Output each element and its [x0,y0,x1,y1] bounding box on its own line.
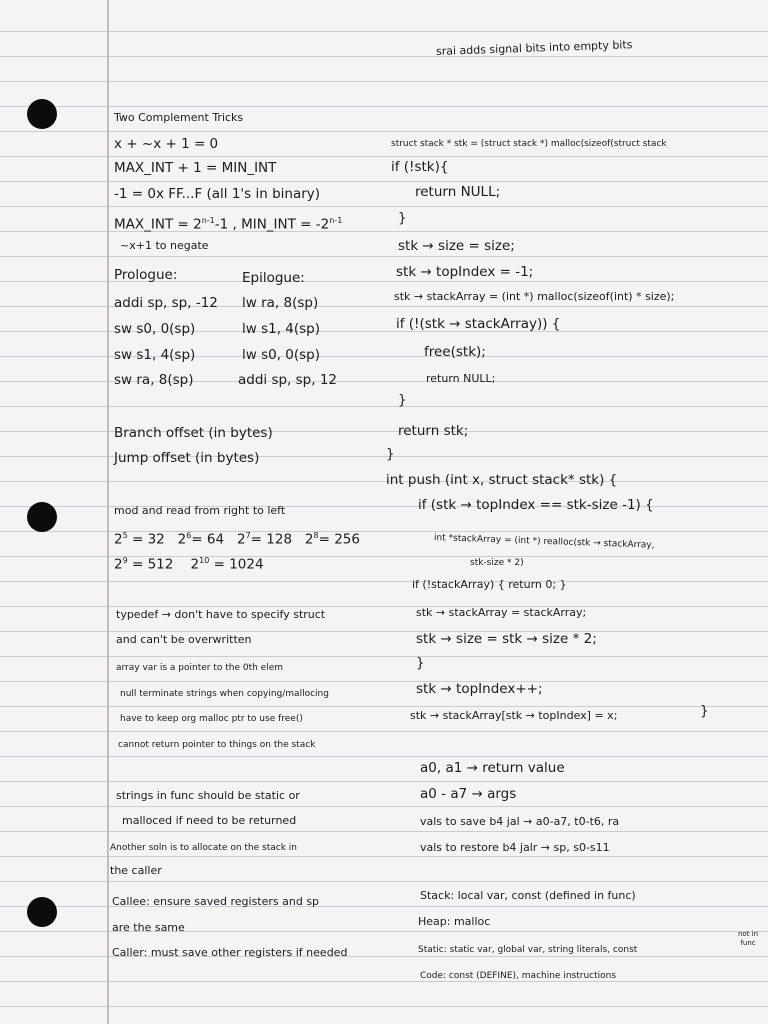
code-line: stk → topIndex = -1; [396,264,534,280]
epilogue-instr: addi sp, sp, 12 [238,372,338,388]
code-line: int push (int x, struct stack* stk) { [386,472,618,488]
register-note: vals to save b4 jal → a0-a7, t0-t6, ra [420,815,620,828]
power-base: 2 [114,531,123,548]
punch-hole-top [27,99,57,129]
code-line: free(stk); [424,344,486,360]
c-note: typedef → don't have to specify struct [116,608,326,621]
strings-note: Another soln is to allocate on the stack in [110,843,297,853]
annotation-line: func [740,939,756,947]
power-exp: 10 [199,556,210,565]
c-note: have to keep org malloc ptr to use free() [120,714,303,724]
power-base: 2 [177,531,187,548]
code-line: int *stackArray = (int *) realloc(stk → stackArray, [433,533,655,551]
min-int-exponent: n-1 [329,216,343,225]
power-value: = 64 [191,531,225,548]
annotation-line: not in [738,930,759,938]
power-base: 2 [304,531,314,548]
code-line: return NULL; [415,184,501,200]
code-line: if (!stk){ [391,159,449,175]
strings-note: the caller [110,864,162,877]
epilogue-instr: lw s0, 0(sp) [242,347,321,363]
memory-note: Stack: local var, const (defined in func) [420,889,636,902]
code-line: } [386,446,395,462]
twos-line: -1 = 0x FF...F (all 1's in binary) [114,186,321,202]
twos-complement-title: Two Complement Tricks [114,111,244,124]
twos-line: x + ~x + 1 = 0 [114,136,219,152]
twos-line: ~x+1 to negate [120,239,209,252]
strings-note: malloced if need to be returned [122,814,297,827]
code-line: if (stk → topIndex == stk-size -1) { [418,497,654,513]
code-line: stk → size = stk → size * 2; [416,631,597,647]
c-note: null terminate strings when copying/mallocing [120,689,329,699]
code-line: stk-size * 2) [470,558,524,568]
c-note: and can't be overwritten [116,633,252,646]
code-line: stk → topIndex++; [416,681,543,697]
power-exp: 7 [245,531,251,540]
code-line: stk → stackArray = stackArray; [416,606,587,619]
power-exp: 6 [186,531,192,540]
memory-note: Static: static var, global var, string literals, const [418,945,638,955]
register-note: a0 - a7 → args [420,786,517,802]
power-base: 2 [114,556,123,573]
power-exp: 9 [122,556,128,565]
power-base: 2 [190,556,200,573]
code-line: } [398,392,407,408]
jump-offset: Jump offset (in bytes) [114,450,260,466]
code-line: } [398,210,407,226]
max-min-int-line [114,213,342,233]
code-line: return NULL; [426,372,496,385]
punch-hole-bottom [27,897,57,927]
code-line: struct stack * stk = (struct stack *) malloc(sizeof(struct stack [391,139,667,149]
max-int-exponent: n-1 [201,216,215,225]
power-exp: 5 [122,531,128,540]
register-note: vals to restore b4 jalr → sp, s0-s11 [420,841,610,854]
code-line: stk → size = size; [398,238,515,254]
code-line: } [416,655,425,671]
power-value: = 128 [250,531,293,548]
power-value: = 512 [127,556,174,573]
epilogue-label: Epilogue: [242,270,305,286]
branch-offset: Branch offset (in bytes) [114,425,273,441]
margin-line [107,0,109,1024]
min-int-base: -1 , MIN_INT = -2 [214,216,330,233]
prologue-instr: sw s0, 0(sp) [114,321,196,337]
prologue-instr: sw s1, 4(sp) [114,347,196,363]
code-line: } [700,703,709,719]
powers-intro: mod and read from right to left [114,504,286,517]
callee-note: Callee: ensure saved registers and sp [112,895,320,908]
power-value: = 1024 [209,556,264,573]
c-note: cannot return pointer to things on the stack [118,740,316,750]
strings-note: strings in func should be static or [116,789,300,802]
prologue-label: Prologue: [114,267,178,283]
punch-hole-middle [27,502,57,532]
epilogue-instr: lw ra, 8(sp) [242,295,319,311]
power-exp: 8 [313,531,319,540]
callee-note: are the same [112,921,185,934]
code-line: stk → stackArray = (int *) malloc(sizeof(int) * size); [394,290,675,303]
epilogue-instr: lw s1, 4(sp) [242,321,321,337]
max-int-base: MAX_INT = 2 [114,216,202,233]
power-base: 2 [236,531,246,548]
memory-note: Heap: malloc [418,915,491,928]
code-line: return stk; [398,423,469,439]
register-note: a0, a1 → return value [420,760,565,776]
power-value: = 32 [127,531,165,548]
caller-note: Caller: must save other registers if needed [112,946,348,959]
prologue-instr: addi sp, sp, -12 [114,295,218,311]
powers-row-1 [114,528,360,548]
twos-line: MAX_INT + 1 = MIN_INT [114,160,277,176]
powers-row-2 [114,553,264,573]
code-line: if (!stackArray) { return 0; } [412,578,567,591]
memory-note: Code: const (DEFINE), machine instructions [420,971,617,981]
code-line: stk → stackArray[stk → topIndex] = x; [410,709,618,722]
srai-note: srai adds signal bits into empty bits [435,38,633,58]
prologue-instr: sw ra, 8(sp) [114,372,194,388]
not-in-func-annotation [738,930,758,948]
c-note: array var is a pointer to the 0th elem [116,663,284,673]
code-line: if (!(stk → stackArray)) { [396,316,561,332]
power-value: = 256 [318,531,360,548]
